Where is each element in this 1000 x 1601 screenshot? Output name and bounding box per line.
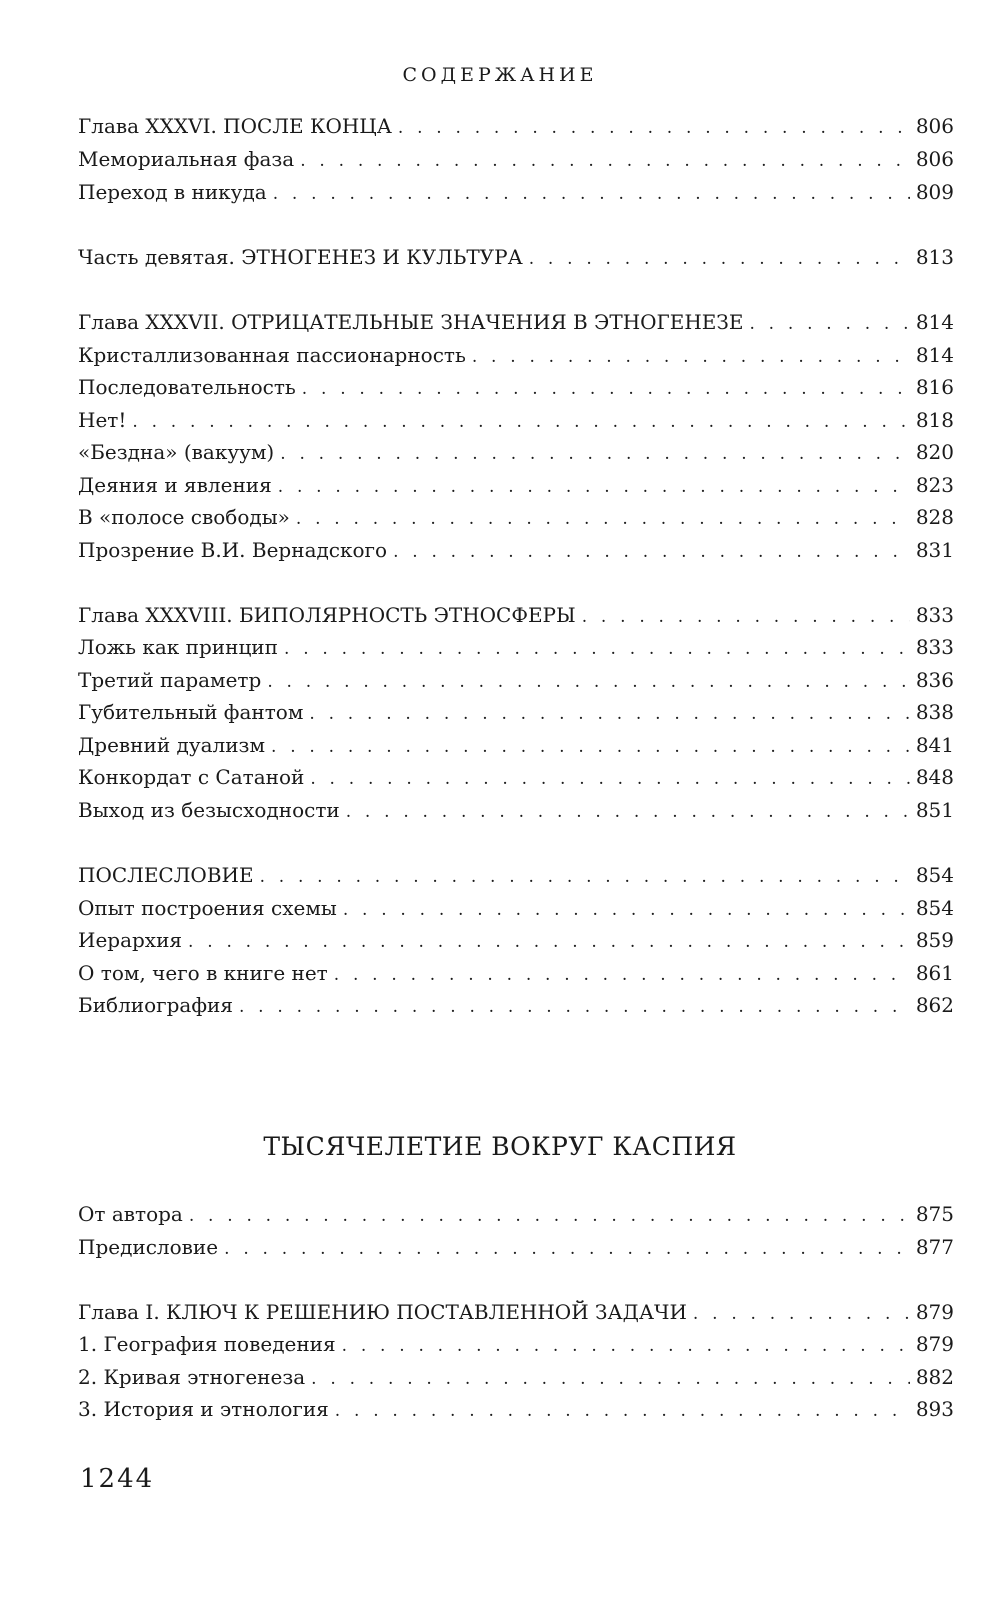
toc-entry-page: 838: [915, 700, 954, 724]
dot-leader: [302, 375, 910, 403]
toc-entry-label: Прозрение В.И. Вернадского: [78, 538, 388, 562]
toc-entry: [78, 601, 954, 629]
toc-entry: [78, 1233, 954, 1261]
toc-entry-label: Третий параметр: [78, 668, 262, 692]
toc-entry-label: Ложь как принцип: [78, 635, 278, 659]
toc-entry: [78, 861, 954, 889]
toc-entry: [78, 112, 954, 140]
toc-entry-page: 848: [915, 765, 954, 789]
toc-entry-label: ПОСЛЕСЛОВИЕ: [78, 863, 254, 887]
dot-leader: [280, 440, 910, 468]
toc-entry-page: 833: [915, 635, 954, 659]
dot-leader: [278, 473, 910, 501]
dot-leader: [300, 147, 910, 175]
dot-leader: [309, 700, 909, 728]
dot-leader: [224, 1235, 910, 1263]
toc-entry: [78, 503, 954, 531]
toc-entry-label: 2. Кривая этногенеза: [78, 1365, 306, 1389]
toc-entry-page: 879: [915, 1332, 954, 1356]
dot-leader: [393, 538, 910, 566]
toc-entry-label: 3. История и этнология: [78, 1397, 329, 1421]
toc-entry: [78, 471, 954, 499]
dot-leader: [334, 961, 910, 989]
toc-entry-label: Выход из безысходности: [78, 798, 340, 822]
toc-entry: [78, 145, 954, 173]
dot-leader: [132, 408, 909, 436]
dot-leader: [296, 505, 910, 533]
dot-leader: [335, 1397, 910, 1425]
toc-entry: [78, 633, 954, 661]
dot-leader: [343, 896, 910, 924]
toc-entry: [78, 536, 954, 564]
toc-entry: [78, 243, 954, 271]
toc-entry-label: Глава XXXVI. ПОСЛЕ КОНЦА: [78, 114, 392, 138]
dot-leader: [271, 733, 910, 761]
toc-entry-page: 818: [915, 408, 954, 432]
toc-entry-page: 806: [915, 114, 954, 138]
toc-entry-page: 809: [915, 180, 954, 204]
dot-leader: [189, 1202, 910, 1230]
toc-entry-label: О том, чего в книге нет: [78, 961, 328, 985]
toc-entry-label: От автора: [78, 1202, 183, 1226]
page-number: 1244: [80, 1464, 155, 1494]
dot-leader: [273, 180, 910, 208]
dot-leader: [267, 668, 910, 696]
toc-entry-page: 854: [915, 863, 954, 887]
toc-entry: [78, 894, 954, 922]
toc-entry-label: Часть девятая. ЭТНОГЕНЕЗ И КУЛЬТУРА: [78, 245, 523, 269]
toc-entry-label: «Бездна» (вакуум): [78, 440, 275, 464]
toc-entry-page: 859: [915, 928, 954, 952]
toc-entry: [78, 308, 954, 336]
toc-entry: [78, 406, 954, 434]
toc-entry-label: В «полосе свободы»: [78, 505, 290, 529]
toc-entry-label: Глава XXXVIII. БИПОЛЯРНОСТЬ ЭТНОСФЕРЫ: [78, 603, 576, 627]
toc-entry-label: Последовательность: [78, 375, 296, 399]
toc-entry-page: 806: [915, 147, 954, 171]
toc-entry-page: 831: [915, 538, 954, 562]
toc-entry: [78, 1330, 954, 1358]
dot-leader: [284, 635, 910, 663]
toc-entry-label: Нет!: [78, 408, 127, 432]
toc-entry: [78, 1200, 954, 1228]
toc-entry-label: Опыт построения схемы: [78, 896, 337, 920]
toc-entry-label: Губительный фантом: [78, 700, 304, 724]
dot-leader: [310, 765, 909, 793]
toc-entry-page: 862: [915, 993, 954, 1017]
book-title: ТЫСЯЧЕЛЕТИЕ ВОКРУГ КАСПИЯ: [263, 1132, 737, 1161]
toc-entry-page: 879: [915, 1300, 954, 1324]
dot-leader: [472, 343, 910, 371]
toc-entry-page: 875: [915, 1202, 954, 1226]
dot-leader: [260, 863, 910, 891]
toc-entry-page: 820: [915, 440, 954, 464]
toc-entry-page: 841: [915, 733, 954, 757]
toc-entry-page: 893: [915, 1397, 954, 1421]
toc-entry-page: 833: [915, 603, 954, 627]
toc-entry-label: Переход в никуда: [78, 180, 267, 204]
toc-entry-label: Глава XXXVII. ОТРИЦАТЕЛЬНЫЕ ЗНАЧЕНИЯ В ЭТНОГЕНЕЗЕ: [78, 310, 744, 334]
toc-entry: [78, 926, 954, 954]
toc-entry-label: Иерархия: [78, 928, 183, 952]
toc-entry-page: 882: [915, 1365, 954, 1389]
toc-entry: [78, 796, 954, 824]
toc-entry-label: Библиография: [78, 993, 233, 1017]
toc-entry: [78, 178, 954, 206]
toc-entry: [78, 438, 954, 466]
toc-entry: [78, 1395, 954, 1423]
toc-entry: [78, 959, 954, 987]
toc-entry-label: Конкордат с Сатаной: [78, 765, 305, 789]
dot-leader: [342, 1332, 910, 1360]
toc-entry-label: Глава I. КЛЮЧ К РЕШЕНИЮ ПОСТАВЛЕННОЙ ЗАДАЧИ: [78, 1300, 687, 1324]
running-head: СОДЕРЖАНИЕ: [402, 64, 598, 86]
toc-entry-label: Предисловие: [78, 1235, 219, 1259]
toc-entry-label: Деяния и явления: [78, 473, 272, 497]
dot-leader: [398, 114, 910, 142]
toc-entry: [78, 763, 954, 791]
toc-entry-page: 828: [915, 505, 954, 529]
dot-leader: [188, 928, 910, 956]
toc-entry-page: 814: [915, 310, 954, 334]
toc-entry: [78, 341, 954, 369]
dot-leader: [311, 1365, 910, 1393]
toc-entry-label: Кристаллизованная пассионарность: [78, 343, 466, 367]
dot-leader: [529, 245, 910, 273]
toc-entry-label: 1. География поведения: [78, 1332, 336, 1356]
dot-leader: [346, 798, 910, 826]
toc-entry-page: 877: [915, 1235, 954, 1259]
toc-entry: [78, 373, 954, 401]
toc-entry-page: 836: [915, 668, 954, 692]
toc-entry-page: 816: [915, 375, 954, 399]
toc-entry: [78, 666, 954, 694]
toc-entry: [78, 991, 954, 1019]
dot-leader: [693, 1300, 910, 1328]
toc-entry-page: 813: [915, 245, 954, 269]
toc-entry: [78, 731, 954, 759]
toc-entry-page: 854: [915, 896, 954, 920]
toc-entry-label: Мемориальная фаза: [78, 147, 295, 171]
toc-entry-page: 823: [915, 473, 954, 497]
dot-leader: [239, 993, 910, 1021]
dot-leader: [749, 310, 909, 338]
dot-leader: [582, 603, 910, 631]
toc-entry-page: 861: [915, 961, 954, 985]
toc-entry: [78, 698, 954, 726]
toc-entry-page: 851: [915, 798, 954, 822]
toc-entry-page: 814: [915, 343, 954, 367]
toc-entry-label: Древний дуализм: [78, 733, 266, 757]
toc-entry: [78, 1363, 954, 1391]
toc-entry: [78, 1298, 954, 1326]
